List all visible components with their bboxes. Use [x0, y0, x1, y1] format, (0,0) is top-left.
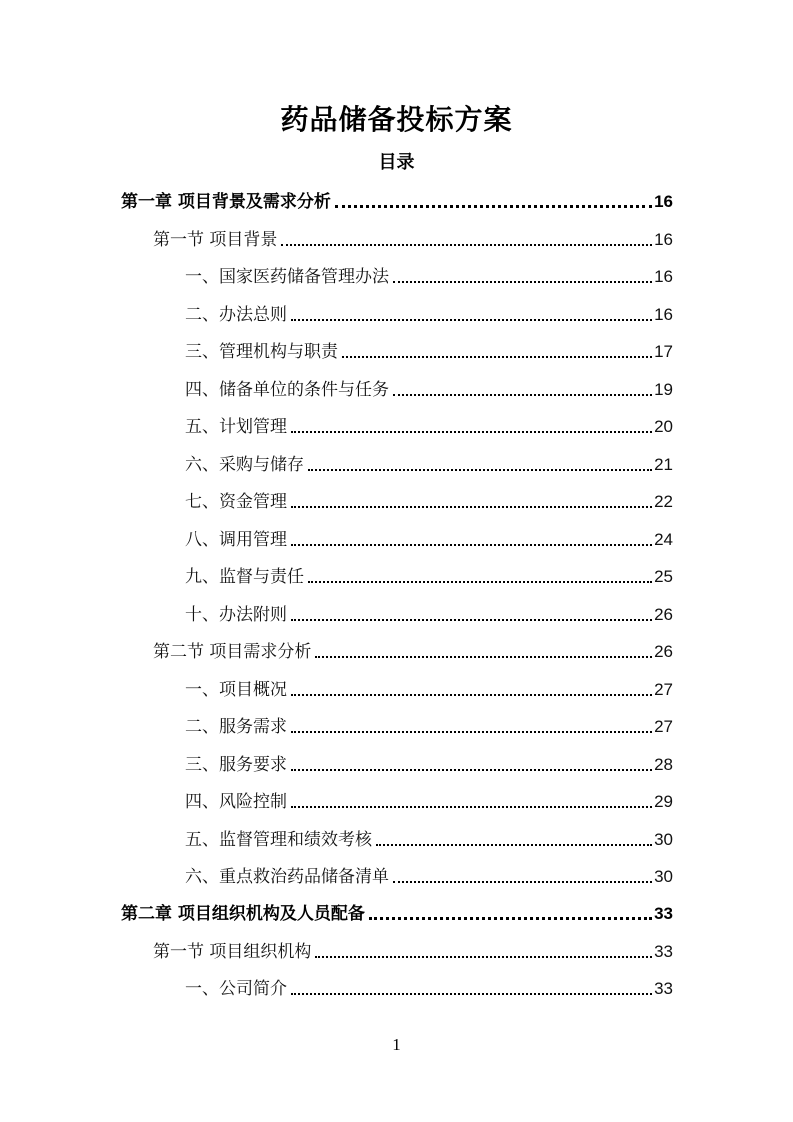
toc-entry-label: 四、风险控制 — [185, 792, 287, 812]
toc-entry-item[interactable] — [185, 602, 673, 628]
toc-entry-page: 26 — [654, 642, 673, 661]
toc-entry-page: 24 — [654, 530, 673, 549]
toc-entry-item[interactable] — [185, 564, 673, 590]
dot-leader — [315, 656, 652, 658]
toc-entry-page: 33 — [654, 904, 673, 923]
dot-leader — [342, 356, 652, 358]
toc-entry-item[interactable] — [185, 264, 673, 290]
toc-entry-label: 三、服务要求 — [185, 755, 287, 775]
toc-entry-label: 第一节 项目组织机构 — [153, 942, 312, 962]
toc-entry-label: 一、公司简介 — [185, 979, 287, 999]
dot-leader — [335, 205, 652, 208]
toc-entry-label: 第二章 项目组织机构及人员配备 — [121, 904, 365, 924]
toc-entry-label: 六、重点救治药品储备清单 — [185, 867, 389, 887]
dot-leader — [291, 769, 652, 771]
toc-entry-page: 17 — [654, 342, 673, 361]
toc-entry-page: 29 — [654, 792, 673, 811]
toc-entry-page: 16 — [654, 230, 673, 249]
dot-leader — [291, 506, 652, 508]
toc-entry-page: 16 — [654, 305, 673, 324]
toc-entry-label: 二、办法总则 — [185, 305, 287, 325]
toc-entry-page: 25 — [654, 567, 673, 586]
toc-entry-item[interactable] — [185, 339, 673, 365]
toc-entry-item[interactable] — [185, 789, 673, 815]
toc-entry-section[interactable] — [153, 939, 673, 965]
toc-entry-page: 21 — [654, 455, 673, 474]
toc-entry-item[interactable] — [185, 489, 673, 515]
dot-leader — [308, 581, 652, 583]
toc-entry-label: 十、办法附则 — [185, 605, 287, 625]
dot-leader — [281, 244, 652, 246]
toc-entry-page: 27 — [654, 680, 673, 699]
document-title: 药品储备投标方案 — [280, 103, 513, 136]
toc-entry-label: 七、资金管理 — [185, 492, 287, 512]
dot-leader — [291, 544, 652, 546]
dot-leader — [393, 881, 652, 883]
toc-entry-page: 27 — [654, 717, 673, 736]
toc-entry-item[interactable] — [185, 864, 673, 890]
page-number: 1 — [392, 1035, 401, 1054]
toc-entry-page: 26 — [654, 605, 673, 624]
toc-entry-item[interactable] — [185, 677, 673, 703]
toc-entry-page: 16 — [654, 192, 673, 211]
dot-leader — [291, 694, 652, 696]
toc-entry-item[interactable] — [185, 527, 673, 553]
toc-entry-label: 五、监督管理和绩效考核 — [185, 830, 372, 850]
dot-leader — [291, 319, 652, 321]
toc-entry-page: 30 — [654, 867, 673, 886]
dot-leader — [291, 731, 652, 733]
toc-entry-page: 33 — [654, 979, 673, 998]
toc-entry-label: 第一节 项目背景 — [153, 230, 278, 250]
dot-leader — [393, 394, 652, 396]
toc-entry-chapter[interactable] — [121, 189, 673, 215]
toc-entry-label: 三、管理机构与职责 — [185, 342, 338, 362]
toc-entry-label: 第二节 项目需求分析 — [153, 642, 312, 662]
dot-leader — [291, 993, 652, 995]
toc-entry-label: 六、采购与储存 — [185, 455, 304, 475]
toc-entry-item[interactable] — [185, 714, 673, 740]
toc-entry-label: 九、监督与责任 — [185, 567, 304, 587]
toc-entry-section[interactable] — [153, 227, 673, 253]
toc-heading: 目录 — [378, 152, 415, 173]
dot-leader — [291, 806, 652, 808]
toc-entry-item[interactable] — [185, 414, 673, 440]
toc-entry-label: 二、服务需求 — [185, 717, 287, 737]
dot-leader — [376, 844, 652, 846]
toc-entry-page: 30 — [654, 830, 673, 849]
dot-leader — [393, 281, 652, 283]
toc-entry-label: 第一章 项目背景及需求分析 — [121, 192, 331, 212]
dot-leader — [308, 469, 652, 471]
toc-entry-label: 一、项目概况 — [185, 680, 287, 700]
dot-leader — [369, 917, 652, 920]
toc-entry-item[interactable] — [185, 452, 673, 478]
toc-entry-label: 八、调用管理 — [185, 530, 287, 550]
toc-entry-item[interactable] — [185, 752, 673, 778]
toc-entry-page: 16 — [654, 267, 673, 286]
toc-entry-label: 五、计划管理 — [185, 417, 287, 437]
toc-entry-label: 四、储备单位的条件与任务 — [185, 380, 389, 400]
dot-leader — [315, 956, 652, 958]
dot-leader — [291, 431, 652, 433]
toc-entry-chapter[interactable] — [121, 901, 673, 927]
toc-entry-item[interactable] — [185, 827, 673, 853]
toc-entry-item[interactable] — [185, 377, 673, 403]
toc-entry-section[interactable] — [153, 639, 673, 665]
toc-entry-page: 20 — [654, 417, 673, 436]
toc-entry-page: 33 — [654, 942, 673, 961]
toc-entry-page: 22 — [654, 492, 673, 511]
toc-entry-label: 一、国家医药储备管理办法 — [185, 267, 389, 287]
toc-entry-item[interactable] — [185, 976, 673, 1002]
toc-entry-page: 19 — [654, 380, 673, 399]
toc-entry-item[interactable] — [185, 302, 673, 328]
dot-leader — [291, 619, 652, 621]
toc-entry-page: 28 — [654, 755, 673, 774]
